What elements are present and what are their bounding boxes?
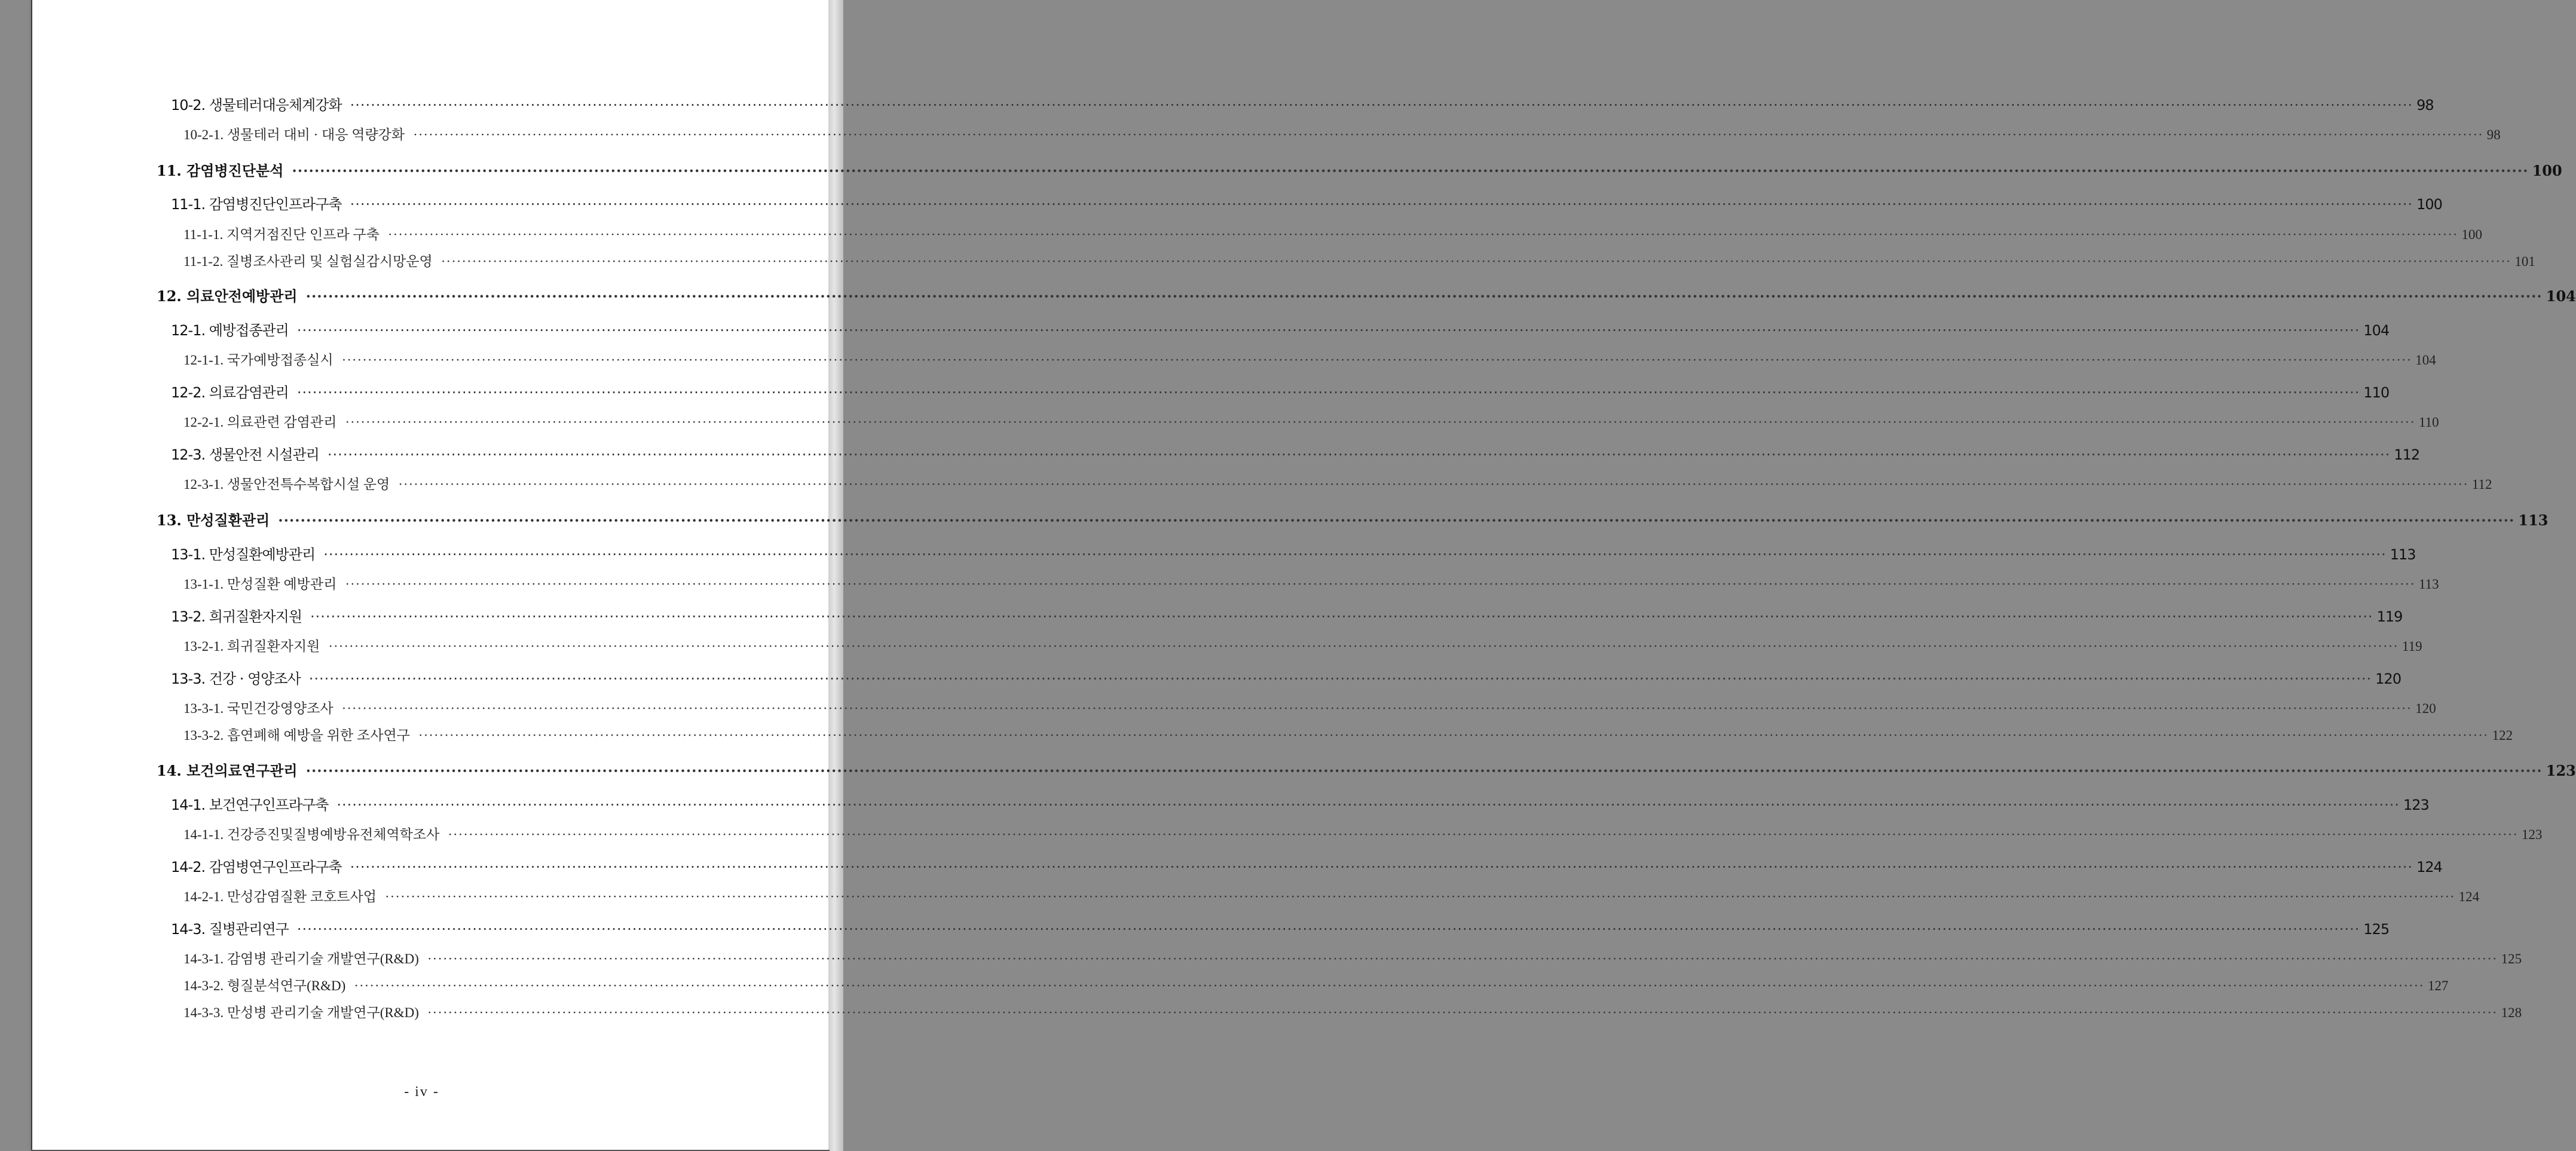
toc-entry-label: 11-1. 감염병진단인프라구축 xyxy=(171,196,342,213)
toc-leader-dots: ················································································································································································································································································································································································································ xyxy=(305,762,2543,779)
toc-entry[interactable] xyxy=(183,573,2439,593)
toc-entry[interactable] xyxy=(183,975,2449,994)
toc-entry-page: 100 xyxy=(2532,162,2562,179)
toc-leader-dots: ················································································································································································································································································································································································································ xyxy=(278,512,2515,529)
toc-entry-page: 113 xyxy=(2418,577,2439,592)
toc-entry[interactable] xyxy=(183,635,2422,655)
toc-entry[interactable] xyxy=(183,124,2501,143)
toc-entry-label: 14-2-1. 만성감염질환 코호트사업 xyxy=(183,889,377,904)
toc-entry[interactable] xyxy=(171,192,2442,213)
toc-entry-page: 124 xyxy=(2416,859,2442,876)
toc-entry[interactable] xyxy=(183,948,2522,968)
toc-leader-dots: ················································································································································································································································································································································································································ xyxy=(427,1005,2498,1020)
toc-entry[interactable] xyxy=(171,381,2390,402)
toc-entry-label: 13-3-1. 국민건강영양조사 xyxy=(183,701,334,716)
toc-entry-label: 14-3-1. 감염병 관리기술 개발연구(R&D) xyxy=(183,951,419,966)
toc-entry[interactable] xyxy=(171,605,2403,626)
toc-entry-label: 11. 감염병진단분석 xyxy=(157,162,284,179)
toc-entry-page: 110 xyxy=(2418,415,2439,430)
toc-entry-page: 120 xyxy=(2375,671,2401,687)
toc-entry-page: 125 xyxy=(2363,921,2390,938)
toc-entry-page: 123 xyxy=(2546,762,2576,779)
toc-entry-label: 12-1. 예방접종관리 xyxy=(171,322,289,339)
toc-entry-label: 12-2-1. 의료관련 감염관리 xyxy=(183,415,337,430)
toc-entry[interactable] xyxy=(183,886,2480,905)
toc-entry-label: 12-2. 의료감염관리 xyxy=(171,384,289,401)
toc-entry-page: 113 xyxy=(2518,512,2549,529)
toc-leader-dots: ················································································································································································································································································································································································································ xyxy=(296,384,2360,401)
toc-entry-page: 119 xyxy=(2402,639,2422,654)
toc-entry-label: 13-3-2. 흡연폐해 예방을 위한 조사연구 xyxy=(183,728,410,743)
toc-entry-page: 112 xyxy=(2471,477,2492,492)
toc-leader-dots: ················································································································································································································································································································································································································ xyxy=(345,415,2415,430)
toc-leader-dots: ················································································································································································································································································································································································································ xyxy=(448,827,2518,842)
toc-leader-dots: ················································································································································································································································································································································································································ xyxy=(427,951,2498,966)
toc-entry-label: 11-1-1. 지역거점진단 인프라 구축 xyxy=(183,227,380,242)
toc-leader-dots: ················································································································································································································································································································································································································ xyxy=(418,728,2489,743)
toc-entry-label: 14-1. 보건연구인프라구축 xyxy=(171,797,329,813)
toc-entry-label: 12. 의료안전예방관리 xyxy=(157,287,298,305)
toc-entry-page: 98 xyxy=(2416,97,2434,114)
toc-leader-dots: ················································································································································································································································································································································································································ xyxy=(310,608,2373,625)
toc-leader-dots: ················································································································································································································································································································································································································ xyxy=(341,353,2412,368)
toc-leader-dots: ················································································································································································································································································································································································································ xyxy=(292,162,2529,179)
toc-leader-dots: ················································································································································································································································································································································································································ xyxy=(384,889,2455,904)
toc-leader-dots: ················································································································································································································································································································································································································ xyxy=(341,701,2412,716)
toc-entry-label: 14-1-1. 건강증진및질병예방유전체역학조사 xyxy=(183,827,440,842)
toc-entry-label: 13-1-1. 만성질환 예방관리 xyxy=(183,577,337,592)
toc-entry[interactable] xyxy=(183,1002,2522,1021)
toc-leader-dots: ················································································································································································································································································································································································································ xyxy=(350,859,2413,876)
toc-entry-label: 10-2-1. 생물테러 대비 · 대응 역량강화 xyxy=(183,127,405,142)
toc-entry-page: 125 xyxy=(2501,951,2522,966)
toc-entry-page: 104 xyxy=(2363,322,2390,339)
toc-entry-page: 101 xyxy=(2514,254,2535,269)
toc-leader-dots: ················································································································································································································································································································································································································ xyxy=(354,978,2424,993)
toc-entry-label: 13-2. 희귀질환자지원 xyxy=(171,608,302,625)
toc-entry[interactable] xyxy=(171,543,2416,564)
toc-entry-page: 123 xyxy=(2521,827,2543,842)
toc-entry[interactable] xyxy=(157,284,2576,305)
toc-entry-label: 10-2. 생물테러대응체계강화 xyxy=(171,97,342,114)
toc-entry[interactable] xyxy=(183,824,2543,843)
toc-entry-page: 119 xyxy=(2376,608,2403,625)
toc-entry-label: 12-3-1. 생물안전특수복합시설 운영 xyxy=(183,477,390,492)
page-number: - iv - xyxy=(404,1084,439,1100)
toc-entry-label: 12-1-1. 국가예방접종실시 xyxy=(183,353,334,368)
toc-entry-page: 122 xyxy=(2492,728,2513,743)
toc-entry[interactable] xyxy=(171,93,2434,114)
toc-leader-dots: ················································································································································································································································································································································································································ xyxy=(296,921,2360,938)
toc-entry[interactable] xyxy=(157,759,2576,780)
toc-entry[interactable] xyxy=(183,697,2436,717)
toc-leader-dots: ················································································································································································································································································································································································································ xyxy=(323,546,2387,563)
toc-entry[interactable] xyxy=(183,411,2439,431)
toc-leader-dots: ················································································································································································································································································································································································································ xyxy=(345,577,2415,592)
toc-entry-page: 98 xyxy=(2486,127,2501,142)
toc-entry[interactable] xyxy=(171,917,2390,938)
toc-entry-page: 112 xyxy=(2394,446,2420,463)
toc-leader-dots: ················································································································································································································································································································································································································ xyxy=(308,671,2372,687)
toc-leader-dots: ················································································································································································································································································································································································································ xyxy=(350,97,2413,114)
toc-entry-page: 128 xyxy=(2501,1005,2522,1020)
toc-entry-page: 100 xyxy=(2416,196,2442,213)
toc-leader-dots: ················································································································································································································································································································································································································ xyxy=(305,287,2543,305)
toc-entry-label: 13-3. 건강 · 영양조사 xyxy=(171,671,301,687)
toc-entry-page: 120 xyxy=(2415,701,2436,716)
toc-entry-label: 14-3-3. 만성병 관리기술 개발연구(R&D) xyxy=(183,1005,419,1020)
toc-entry[interactable] xyxy=(171,443,2420,464)
toc-leader-dots: ················································································································································································································································································································································································································ xyxy=(327,446,2391,463)
toc-entry[interactable] xyxy=(157,509,2549,529)
toc-entry[interactable] xyxy=(183,250,2535,270)
toc-leader-dots: ················································································································································································································································································································································································································ xyxy=(387,227,2458,242)
toc-entry[interactable] xyxy=(183,224,2483,243)
toc-leader-dots: ················································································································································································································································································································································································································ xyxy=(336,797,2400,813)
toc-entry-label: 11-1-2. 질병조사관리 및 실험실감시망운영 xyxy=(183,254,433,269)
toc-leader-dots: ················································································································································································································································································································································································································ xyxy=(398,477,2468,492)
toc-leader-dots: ················································································································································································································································································································································································································ xyxy=(296,322,2360,339)
toc-entry-label: 14-3-2. 형질분석연구(R&D) xyxy=(183,978,346,993)
toc-entry[interactable] xyxy=(171,855,2442,876)
toc-entry[interactable] xyxy=(171,667,2401,688)
toc-entry-label: 14-2. 감염병연구인프라구축 xyxy=(171,859,342,876)
toc-entry[interactable] xyxy=(183,349,2436,369)
toc-entry-label: 14-3. 질병관리연구 xyxy=(171,921,289,938)
toc-leader-dots: ················································································································································································································································································································································································································ xyxy=(328,639,2399,654)
toc-entry[interactable] xyxy=(183,724,2513,744)
toc-leader-dots: ················································································································································································································································································································································································································ xyxy=(440,254,2511,269)
toc-entry-label: 14. 보건의료연구관리 xyxy=(157,762,298,779)
toc-entry-label: 13. 만성질환관리 xyxy=(157,512,270,529)
toc-entry-page: 100 xyxy=(2461,227,2483,242)
toc-entry-page: 104 xyxy=(2415,353,2436,368)
toc-entry-page: 104 xyxy=(2546,287,2576,305)
toc-entry-label: 13-2-1. 희귀질환자지원 xyxy=(183,639,320,654)
toc-entry[interactable] xyxy=(171,319,2390,339)
toc-leader-dots: ················································································································································································································································································································································································································ xyxy=(350,196,2413,213)
toc-entry-page: 127 xyxy=(2427,978,2449,993)
toc-entry-page: 124 xyxy=(2458,889,2480,904)
toc-entry[interactable] xyxy=(183,473,2492,493)
toc-entry-label: 13-1. 만성질환예방관리 xyxy=(171,546,316,563)
toc-entry[interactable] xyxy=(157,159,2562,180)
toc-entry-page: 123 xyxy=(2403,797,2429,813)
toc-entry[interactable] xyxy=(171,793,2429,814)
toc-entry-page: 110 xyxy=(2363,384,2390,401)
toc-entry-page: 113 xyxy=(2390,546,2416,563)
toc-leader-dots: ················································································································································································································································································································································································································ xyxy=(413,127,2483,142)
toc-entry-label: 12-3. 생물안전 시설관리 xyxy=(171,446,319,463)
